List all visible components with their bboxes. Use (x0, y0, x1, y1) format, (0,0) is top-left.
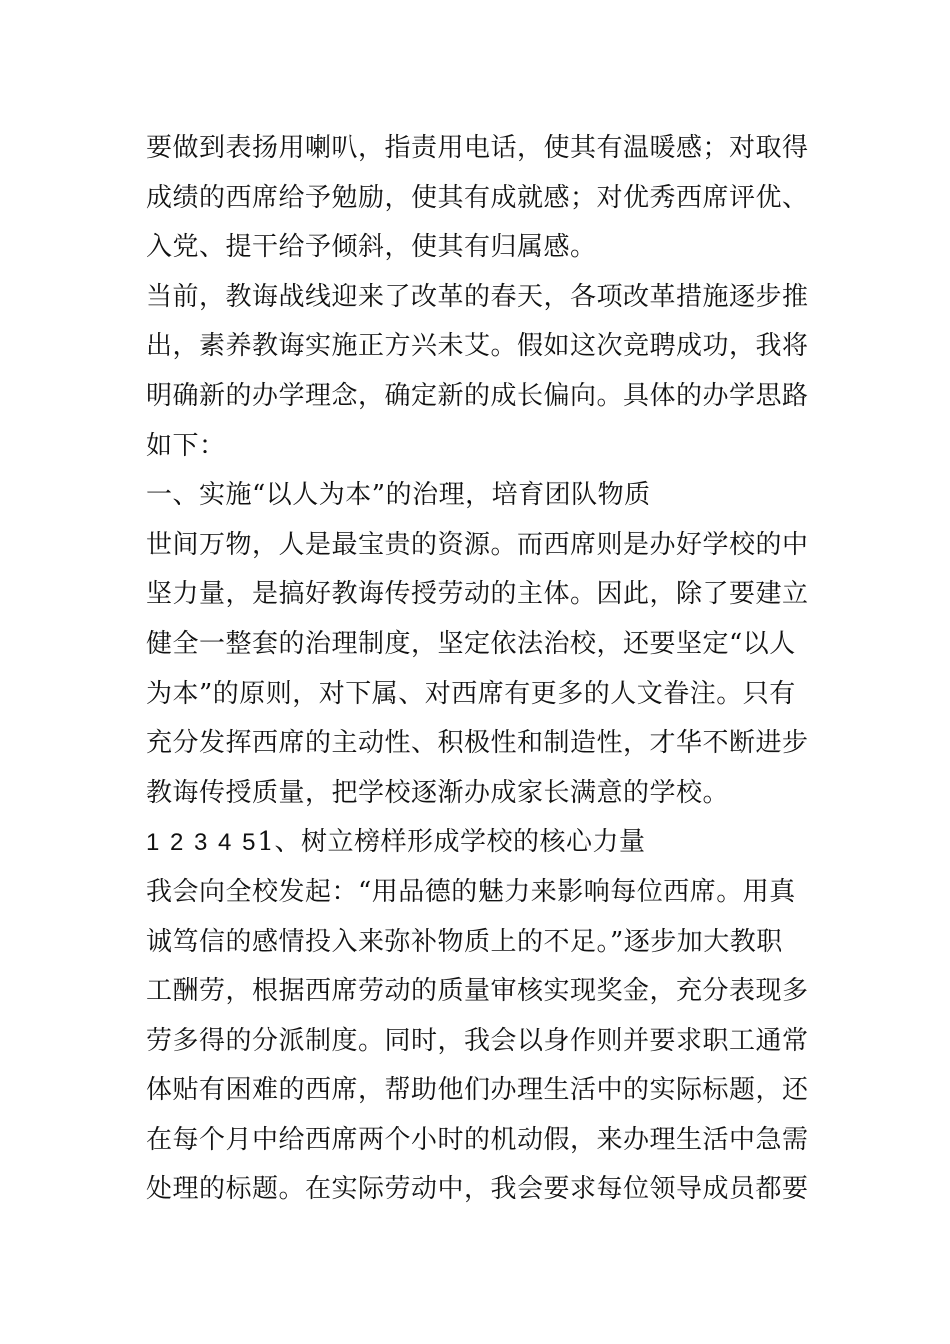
paragraph-line: 坚力量，是搞好教诲传授劳动的主体。因此，除了要建立 (146, 579, 809, 610)
paragraph-line: 要做到表扬用喇叭，指责用电话，使其有温暖感；对取得 (146, 133, 809, 163)
paragraph-line: 在每个月中给西席两个小时的机动假，来办理生活中急需 (146, 1124, 809, 1155)
paragraph-line: 教诲传授质量，把学校逐渐办成家长满意的学校。 (146, 777, 730, 808)
paragraph-line: 诚笃信的感情投入来弥补物质上的不足。”逐步加大教职 (146, 926, 783, 957)
paragraph-line: 当前，教诲战线迎来了改革的春天，各项改革措施逐步推 (146, 281, 809, 312)
paragraph-line: 明确新的办学理念，确定新的成长偏向。具体的办学思路 (146, 380, 809, 411)
paragraph-line: 处理的标题。在实际劳动中，我会要求每位领导成员都要 (146, 1174, 809, 1205)
section-heading: 一、实施“以人为本”的治理，培育团队物质 (146, 480, 651, 511)
paragraph-line: 世间万物，人是最宝贵的资源。而西席则是办好学校的中 (146, 529, 809, 560)
paragraph-line: 健全一整套的治理制度，坚定依法治校，还要坚定“以人 (146, 628, 796, 659)
paragraph-line: 为本”的原则，对下属、对西席有更多的人文眷注。只有 (146, 678, 796, 709)
paragraph-line: 成绩的西席给予勉励，使其有成就感；对优秀西席评优、 (146, 182, 809, 213)
document-body (146, 124, 809, 1215)
paragraph-line: 体贴有困难的西席，帮助他们办理生活中的实际标题，还 (146, 1075, 809, 1106)
paragraph-line: 充分发挥西席的主动性、积极性和制造性，才华不断进步 (146, 728, 809, 759)
paragraph-line: 我会向全校发起：“用品德的魅力来影响每位西席。用真 (146, 876, 796, 907)
heading-text: 1、树立榜样形成学校的核心力量 (257, 827, 646, 858)
heading-number: 1 2 3 4 5 (146, 829, 258, 857)
paragraph-line: 工酬劳，根据西席劳动的质量审核实现奖金，充分表现多 (146, 976, 809, 1007)
paragraph-line: 劳多得的分派制度。同时，我会以身作则并要求职工通常 (146, 1025, 809, 1056)
paragraph-line: 如下： (146, 430, 226, 461)
subsection-heading (146, 818, 806, 868)
paragraph-line: 出，素养教诲实施正方兴未艾。假如这次竞聘成功，我将 (146, 331, 809, 362)
paragraph-line: 入党、提干给予倾斜，使其有归属感。 (146, 232, 597, 263)
